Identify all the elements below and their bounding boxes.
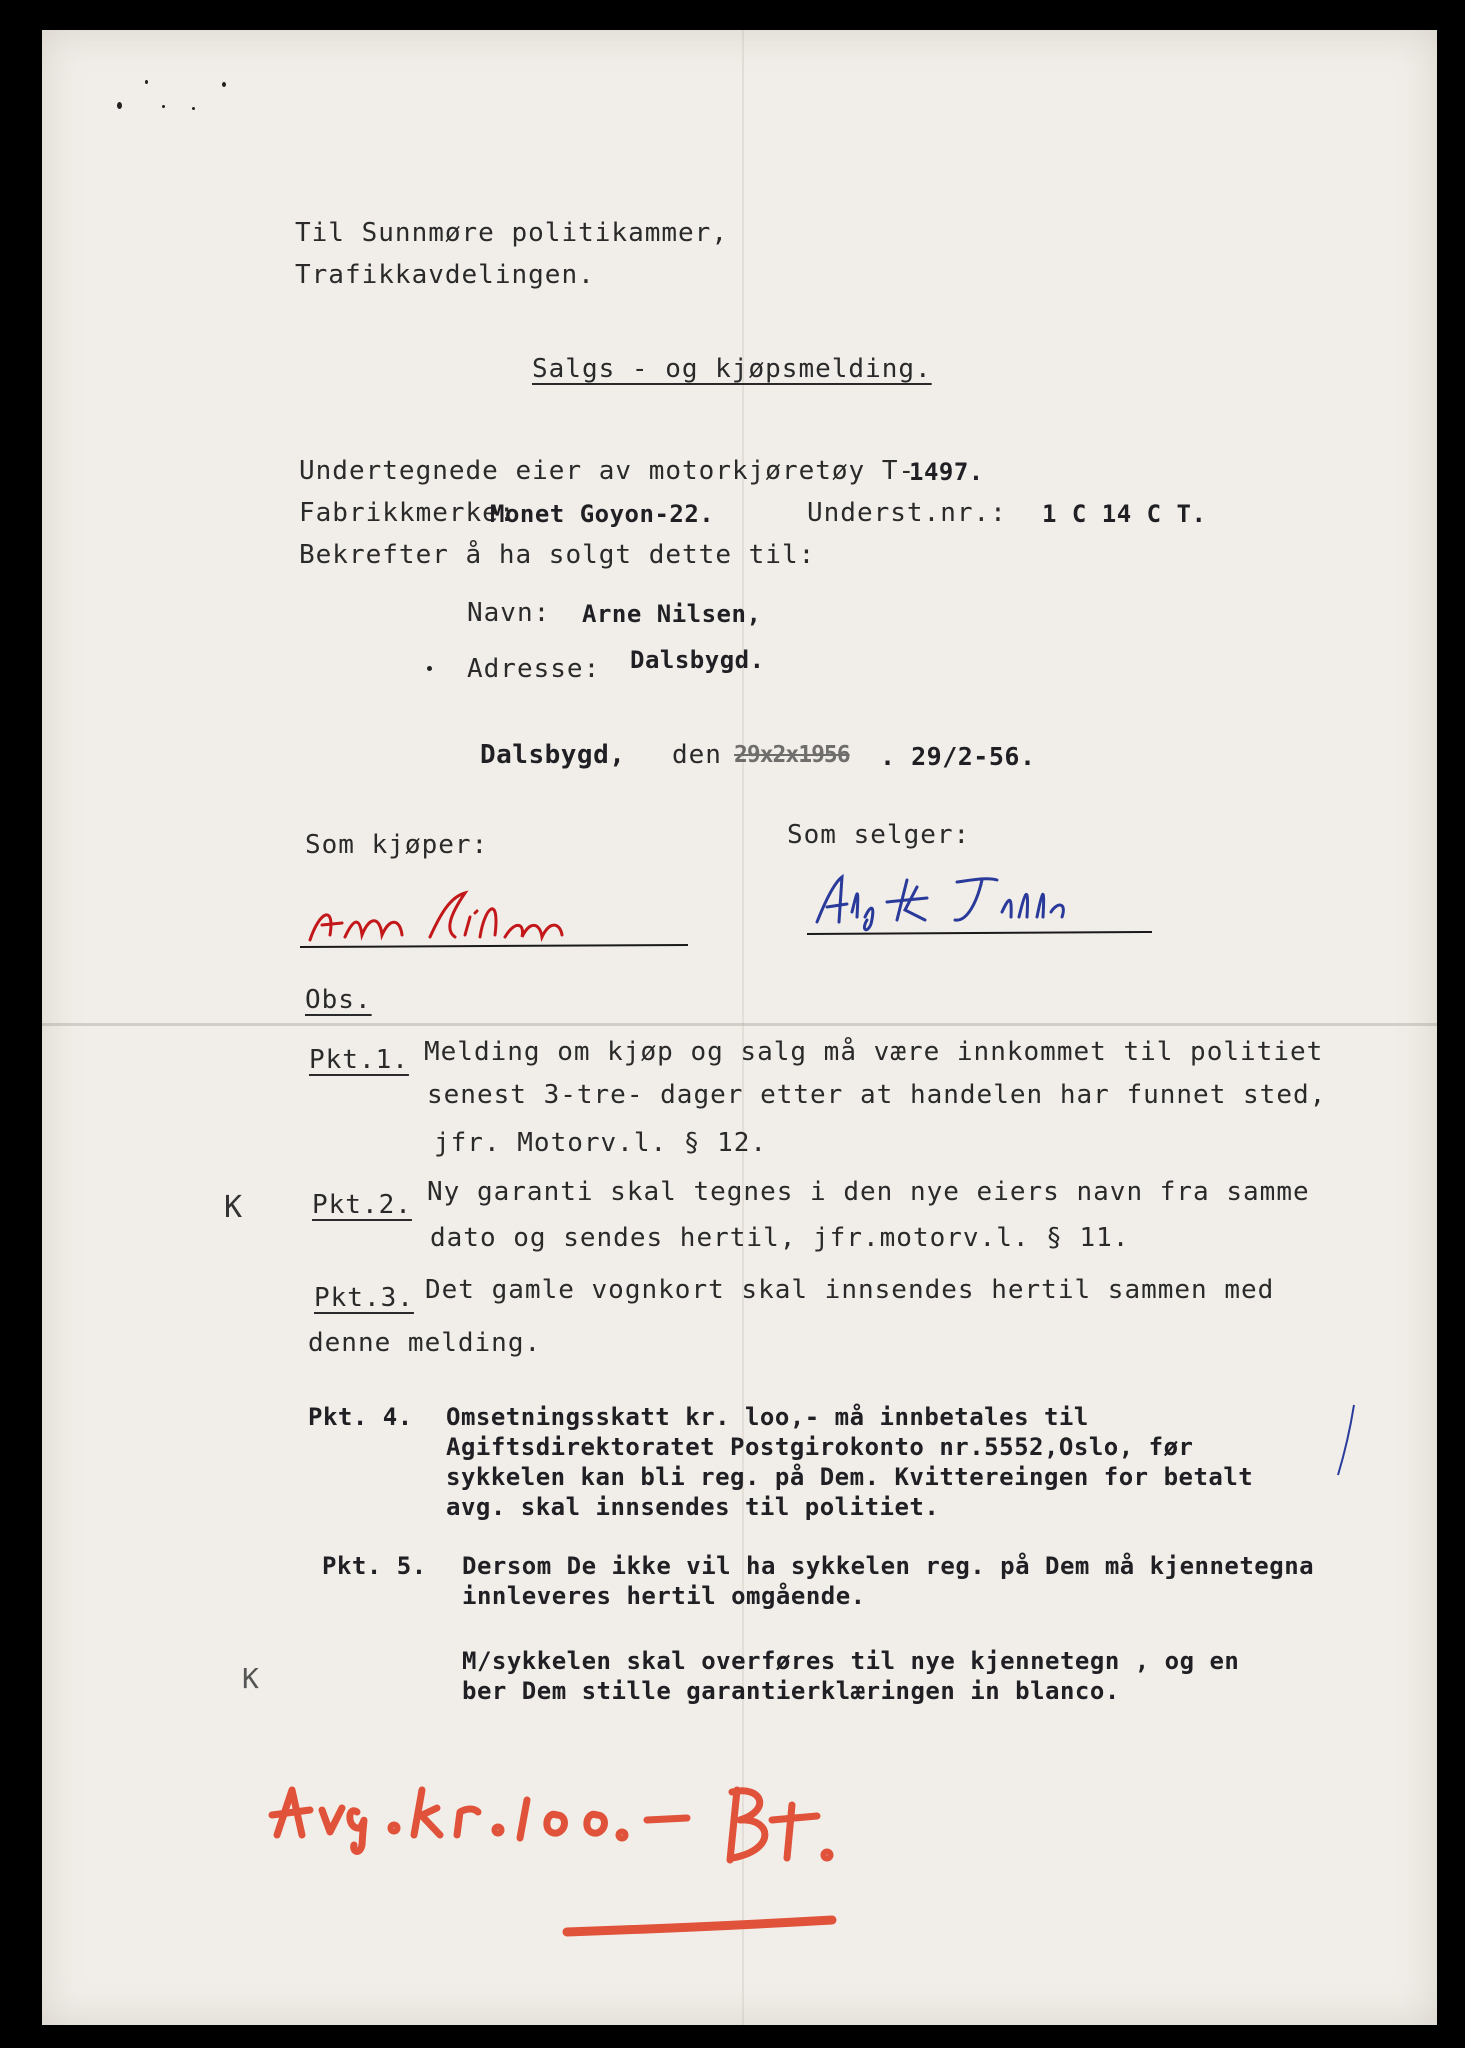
ink-dot	[427, 666, 432, 671]
make-value: Monet Goyon-22.	[490, 500, 715, 528]
make-label: Fabrikkmerke:	[299, 498, 516, 528]
ink-dot	[117, 102, 122, 109]
chassis-value: 1 C 14 C T.	[1042, 500, 1207, 528]
pkt4-line: Omsetningsskatt kr. loo,- må innbetales til	[446, 1403, 1089, 1431]
pkt4-line: avg. skal innsendes til politiet.	[446, 1493, 940, 1521]
ink-dot	[145, 80, 148, 84]
pkt4-line: sykkelen kan bli reg. på Dem. Kvittereingen for betalt	[446, 1463, 1254, 1491]
confirm-text: Bekrefter å ha solgt dette til:	[299, 540, 816, 570]
pkt2-line: dato og sendes hertil, jfr.motorv.l. § 11.	[430, 1223, 1130, 1253]
pkt3-line: Det gamle vognkort skal innsendes hertil sammen med	[425, 1275, 1275, 1305]
pkt1-line: Melding om kjøp og salg må være innkommet til politiet	[424, 1037, 1324, 1067]
obs-heading: Obs.	[305, 985, 372, 1015]
document-page	[42, 30, 1437, 2025]
pkt2-line: Ny garanti skal tegnes i den nye eiers navn fra samme	[427, 1177, 1310, 1207]
red-pencil-annotation	[262, 1750, 1062, 1950]
owner-label: Undertegnede eier av motorkjøretøy T-	[299, 456, 916, 486]
recipient-line: Til Sunnmøre politikammer,	[295, 218, 728, 248]
date-place: Dalsbygd,	[480, 740, 626, 770]
pkt4-label: Pkt. 4.	[308, 1403, 413, 1431]
final-line: ber Dem stille garantierklæringen in blanco.	[462, 1677, 1120, 1705]
buyer-signature	[300, 885, 690, 950]
ink-dot	[192, 107, 195, 110]
margin-mark: K	[242, 1662, 260, 1695]
vertical-fold-line	[742, 30, 744, 2025]
buyer-name: Arne Nilsen,	[582, 600, 762, 628]
name-label: Navn:	[467, 598, 551, 628]
date-den: den	[672, 740, 722, 770]
pkt1-line: senest 3-tre- dager etter at handelen har funnet sted,	[427, 1080, 1327, 1110]
margin-mark: K	[224, 1190, 244, 1225]
pkt2-label: Pkt.2.	[312, 1190, 412, 1220]
buyer-address: Dalsbygd.	[630, 646, 765, 674]
pkt5-line: innleveres hertil omgående.	[462, 1582, 866, 1610]
struck-date: 29x2x1956	[734, 742, 850, 768]
page-title: Salgs - og kjøpsmelding.	[532, 354, 932, 384]
pkt5-label: Pkt. 5.	[322, 1552, 427, 1580]
buyer-label: Som kjøper:	[305, 830, 489, 860]
pkt1-label: Pkt.1.	[309, 1045, 409, 1075]
pkt1-line: jfr. Motorv.l. § 12.	[434, 1128, 768, 1158]
pkt3-line: denne melding.	[308, 1328, 542, 1358]
sale-date: . 29/2-56.	[880, 742, 1036, 771]
fold-line	[42, 1023, 1437, 1026]
ink-dot	[222, 82, 226, 87]
pkt5-line: Dersom De ikke vil ha sykkelen reg. på Dem må kjennetegna	[462, 1552, 1315, 1580]
pkt4-line: Agiftsdirektoratet Postgirokonto nr.5552,Oslo, før	[446, 1433, 1194, 1461]
department-line: Trafikkavdelingen.	[295, 260, 595, 290]
seller-label: Som selger:	[787, 820, 971, 850]
final-line: M/sykkelen skal overføres til nye kjennetegn , og en	[462, 1647, 1240, 1675]
seller-signature	[787, 862, 1157, 937]
address-label: Adresse:	[467, 654, 601, 684]
chassis-label: Underst.nr.:	[807, 498, 1007, 528]
registration-number: 1497.	[909, 458, 984, 486]
ink-dot	[162, 105, 165, 108]
pkt3-label: Pkt.3.	[314, 1283, 414, 1313]
margin-pen-stroke	[1332, 1400, 1362, 1480]
